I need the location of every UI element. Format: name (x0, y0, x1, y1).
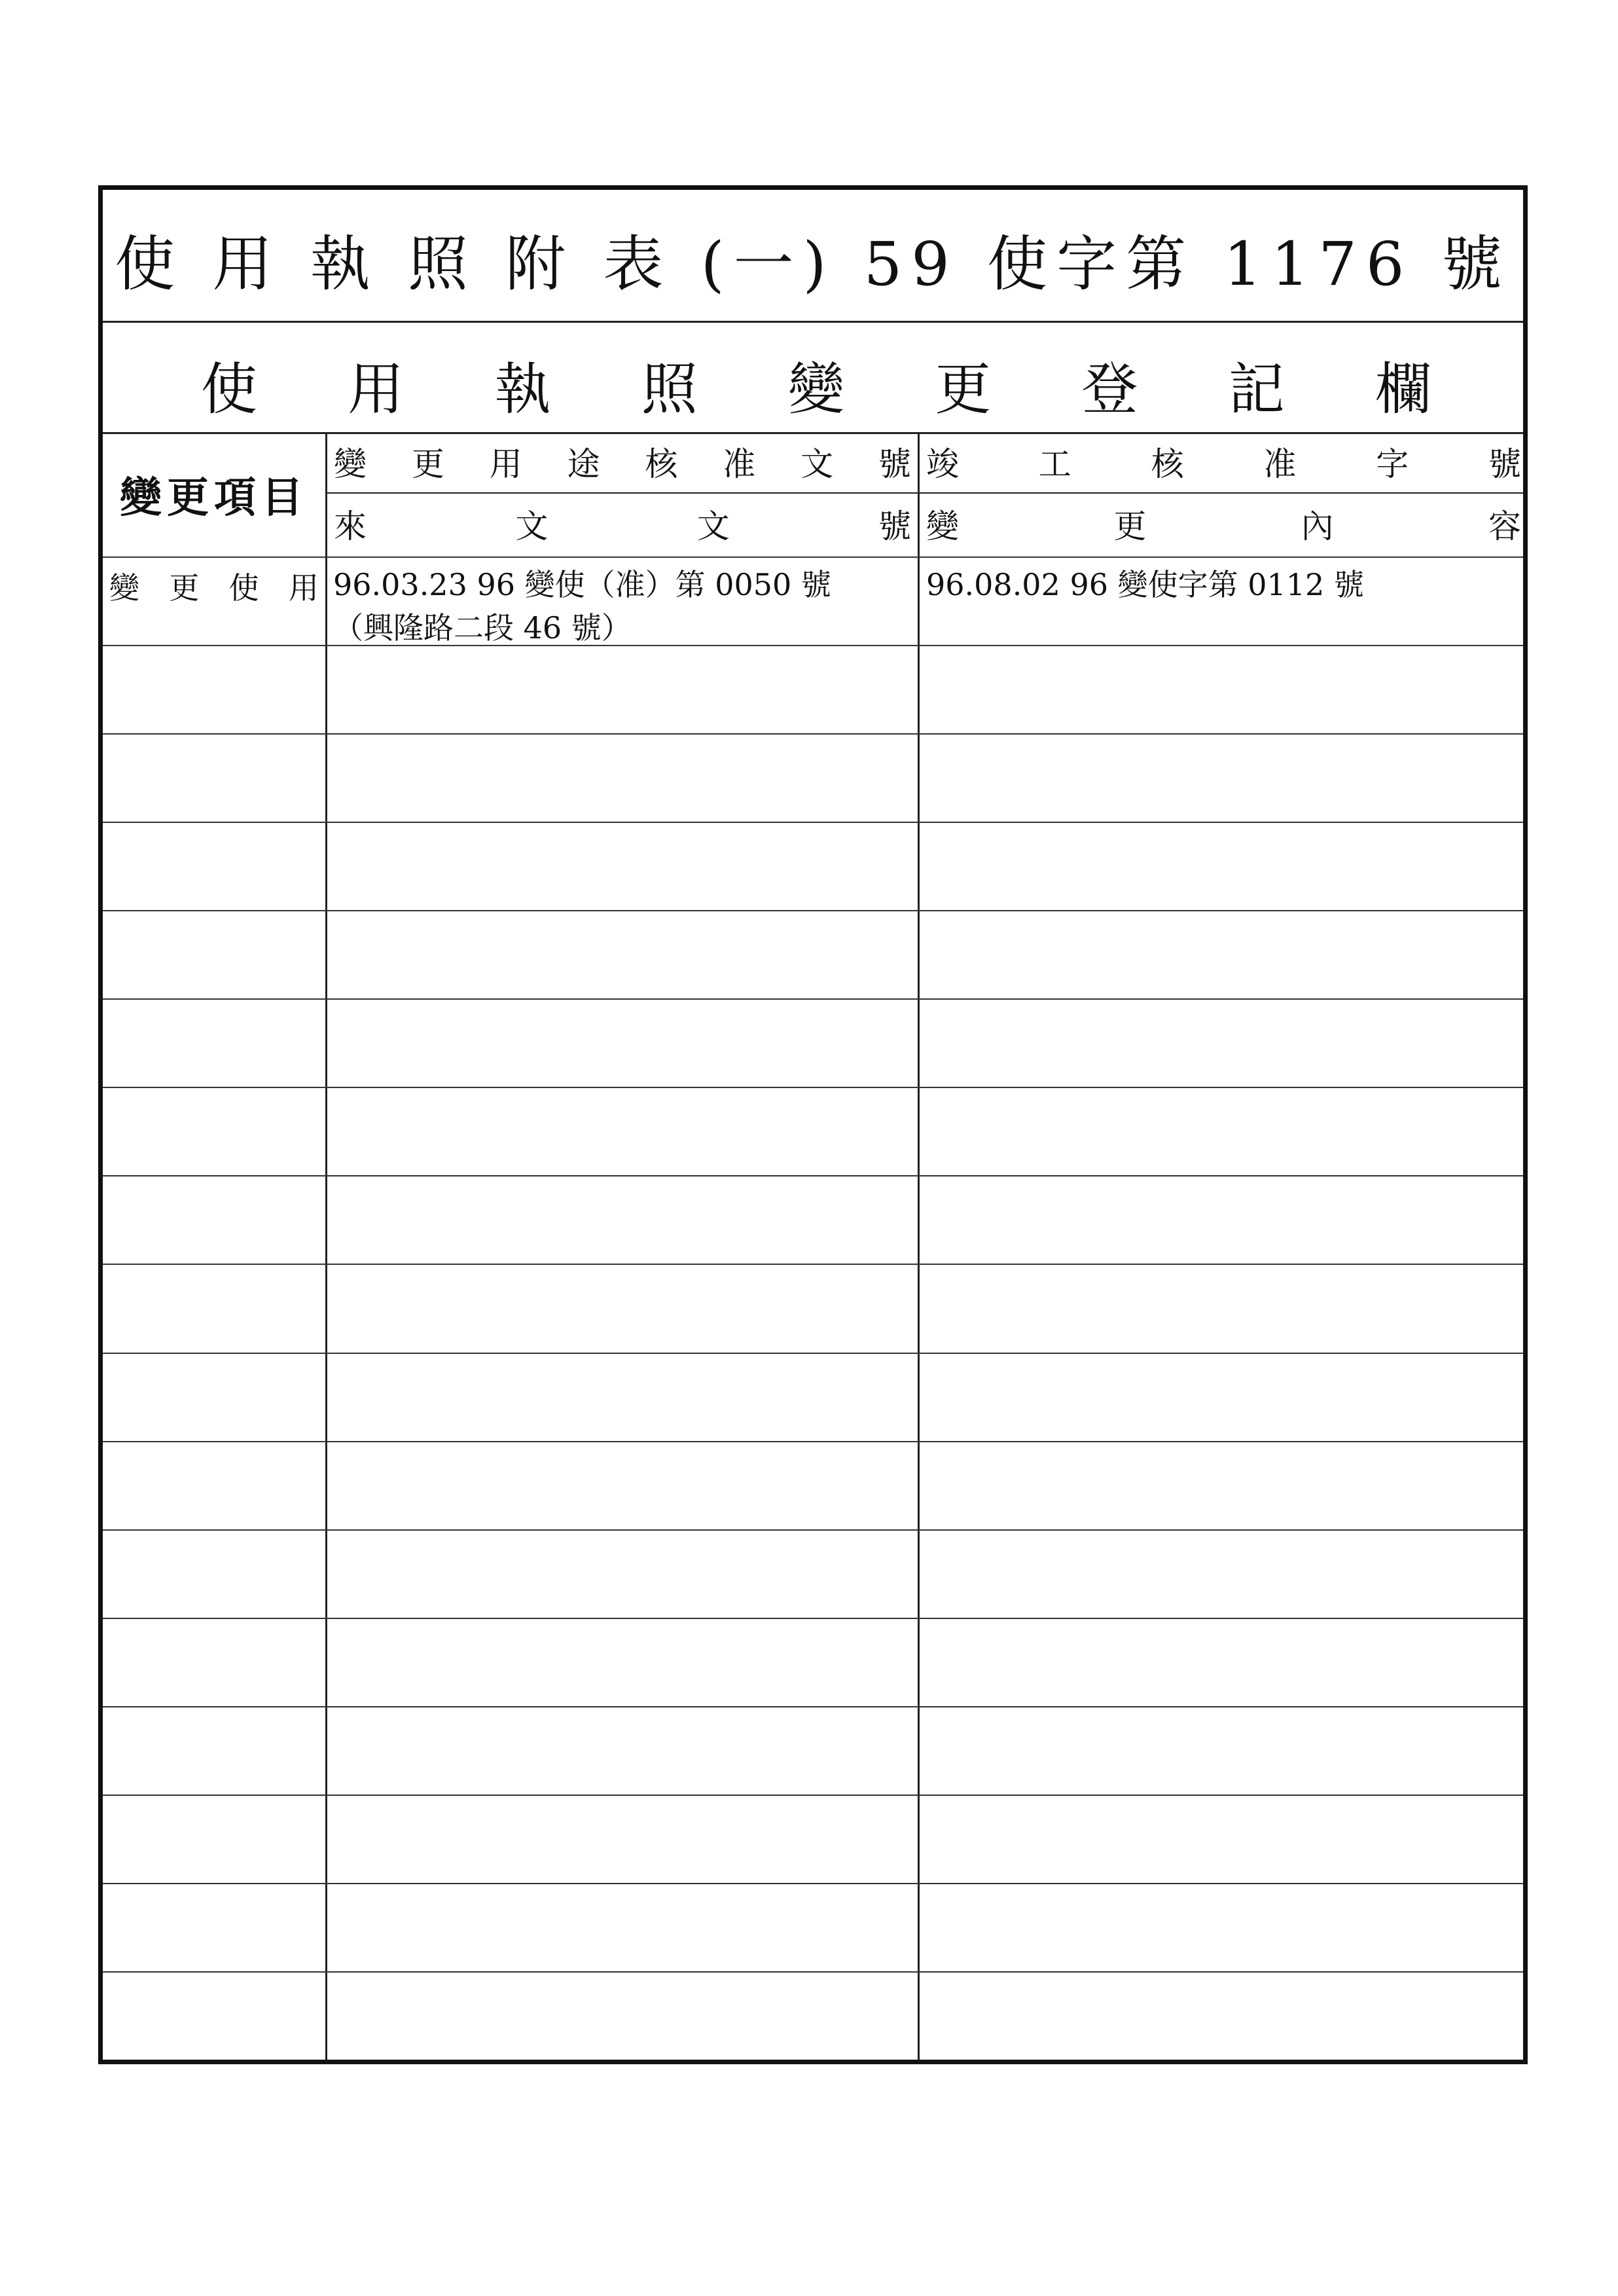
completion-no-header-char-1: 工 (1038, 445, 1071, 483)
incoming-doc-header-char-2: 文 (696, 507, 730, 545)
completion-no-header-char-4: 字 (1376, 445, 1409, 483)
approval-doc-header-char-7: 號 (878, 445, 911, 483)
register-heading-char-4: 變 (788, 357, 844, 422)
row-divider (103, 1264, 1523, 1265)
approval-doc-line: 96.03.23 96 變使（准）第 0050 號 (333, 567, 831, 602)
row-divider (103, 910, 1523, 911)
change-content-header-char-1: 更 (1113, 507, 1147, 545)
header-change-item: 變更項目 (120, 473, 308, 522)
row-divider (103, 1087, 1523, 1088)
row-divider (103, 1441, 1523, 1442)
change-content-header-char-2: 內 (1301, 507, 1334, 545)
row-divider (103, 998, 1523, 1000)
approval-doc-header-char-0: 變 (334, 445, 367, 483)
register-heading-char-5: 更 (935, 357, 992, 422)
header-change-content (920, 494, 1528, 553)
register-heading-char-0: 使 (201, 357, 257, 422)
completion-no-header-char-2: 核 (1151, 445, 1184, 483)
change-item-char-0: 變 (109, 570, 139, 606)
approval-doc-header-char-4: 核 (645, 445, 678, 483)
row-divider (103, 556, 1523, 558)
row-divider (103, 733, 1523, 735)
header-approval-doc-no (327, 432, 918, 491)
incoming-doc-header-char-1: 文 (515, 507, 548, 545)
column-divider (325, 432, 327, 2060)
document-title: 使 用 執 照 附 表 (一) 59 使字第 1176 號 (115, 229, 1511, 299)
row-divider (103, 1883, 1523, 1884)
row-divider (103, 1971, 1523, 1973)
change-content-header-char-3: 容 (1488, 507, 1521, 545)
row-completion-no (926, 563, 1515, 606)
row-divider (103, 1529, 1523, 1531)
approval-doc-header-char-5: 准 (723, 445, 756, 483)
change-item-char-2: 使 (228, 570, 259, 606)
approval-doc-address: （興隆路二段 46 號） (333, 610, 632, 646)
approval-doc-header-char-2: 用 (489, 445, 522, 483)
row-change-item (109, 563, 319, 609)
register-heading-char-7: 記 (1228, 357, 1285, 422)
license-annex-form (98, 185, 1528, 2064)
register-heading-char-1: 用 (348, 357, 404, 422)
row-divider (103, 645, 1523, 646)
register-heading-char-8: 欄 (1375, 357, 1431, 422)
completion-no-line: 96.08.02 96 變使字第 0112 號 (926, 567, 1364, 602)
row-divider (103, 1795, 1523, 1796)
register-heading-char-2: 執 (494, 357, 551, 422)
completion-no-header-char-0: 竣 (926, 445, 959, 483)
row-divider (103, 1618, 1523, 1619)
header-completion-approval-no (920, 432, 1528, 491)
change-content-header-char-0: 變 (926, 507, 959, 545)
completion-no-header-char-5: 號 (1488, 445, 1521, 483)
row-divider (103, 1353, 1523, 1354)
change-register-table (103, 432, 1523, 2060)
completion-no-header-char-3: 准 (1263, 445, 1297, 483)
title-row (103, 190, 1523, 323)
register-heading-char-6: 登 (1081, 357, 1138, 422)
column-divider (918, 432, 920, 2060)
header-divider (327, 492, 1523, 494)
row-divider (103, 1706, 1523, 1707)
header-incoming-doc-no (327, 494, 918, 553)
incoming-doc-header-char-3: 號 (878, 507, 911, 545)
change-item-char-3: 用 (288, 570, 319, 606)
change-item-char-1: 更 (169, 570, 200, 606)
register-heading-char-3: 照 (641, 357, 698, 422)
row-divider (103, 1175, 1523, 1176)
row-approval-doc (333, 563, 909, 649)
approval-doc-header-char-6: 文 (800, 445, 834, 483)
row-divider (103, 822, 1523, 823)
register-heading-row (103, 321, 1523, 434)
approval-doc-header-char-3: 途 (567, 445, 600, 483)
approval-doc-header-char-1: 更 (411, 445, 444, 483)
register-heading (201, 344, 1431, 425)
incoming-doc-header-char-0: 來 (334, 507, 367, 545)
